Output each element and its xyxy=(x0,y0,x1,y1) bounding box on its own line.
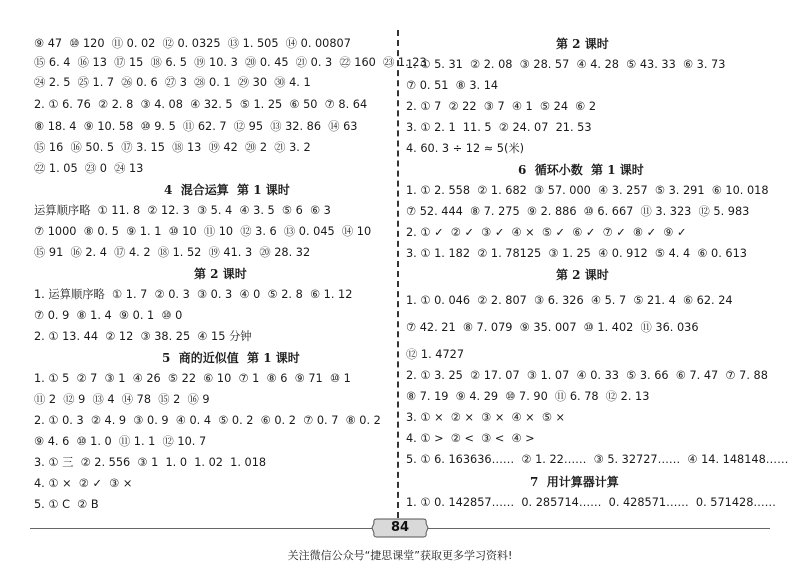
answer-line: 2. ① 0. 3 ② 4. 9 ③ 0. 9 ④ 0. 4 ⑤ 0. 2 ⑥ 0. 2 ⑦ 0. 7 ⑧ 0. 2 xyxy=(34,414,381,427)
answer-line: 1. 运算顺序略 ① 1. 7 ② 0. 3 ③ 0. 3 ④ 0 ⑤ 2. 8 ⑥ 1. 12 xyxy=(34,288,353,301)
section-title: 4 混合运算 第 1 课时 xyxy=(164,183,290,197)
answer-line: 1. ① 0. 046 ② 2. 807 ③ 6. 326 ④ 5. 7 ⑤ 21. 4 ⑥ 62. 24 xyxy=(406,294,733,307)
answer-line: 5. ① C ② B xyxy=(34,498,99,511)
answer-line: 2. ① 3. 25 ② 17. 07 ③ 1. 07 ④ 0. 33 ⑤ 3. 66 ⑥ 7. 47 ⑦ 7. 88 xyxy=(406,369,768,382)
answer-line: 2. ① ✓ ② ✓ ③ ✓ ④ × ⑤ ✓ ⑥ ✓ ⑦ ✓ ⑧ ✓ ⑨ ✓ xyxy=(406,226,687,239)
answer-line: 1. ① 0. 142857…… 0. 285714…… 0. 428571…… 0. 571428…… xyxy=(406,496,776,509)
section-title: 6 循环小数 第 1 课时 xyxy=(518,163,644,177)
answer-line: ⑪ 2 ⑫ 9 ⑬ 4 ⑭ 78 ⑮ 2 ⑯ 9 xyxy=(34,393,210,406)
answer-line: 1. ① 5 ② 7 ③ 1 ④ 26 ⑤ 22 ⑥ 10 ⑦ 1 ⑧ 6 ⑨ 71 ⑩ 1 xyxy=(34,372,351,385)
answer-line: ⑧ 18. 4 ⑨ 10. 58 ⑩ 9. 5 ⑪ 62. 7 ⑫ 95 ⑬ 32. 86 ⑭ 63 xyxy=(34,120,358,133)
answer-line: 3. ① 1. 182 ② 1. 78125 ③ 1. 25 ④ 0. 912 ⑤ 4. 4 ⑥ 0. 613 xyxy=(406,247,747,260)
answer-line: 5. ① 6. 163636…… ② 1. 22…… ③ 5. 32727…… ④ 14. 148148…… xyxy=(406,453,789,466)
answer-line: ⑮ 16 ⑯ 50. 5 ⑰ 3. 15 ⑱ 13 ⑲ 42 ⑳ 2 ㉑ 3. 2 xyxy=(34,141,311,154)
answer-line: 4. ① × ② ✓ ③ × xyxy=(34,477,133,490)
answer-line: 2. ① 6. 76 ② 2. 8 ③ 4. 08 ④ 32. 5 ⑤ 1. 25 ⑥ 50 ⑦ 8. 64 xyxy=(34,98,368,111)
footer-text: 关注微信公众号“捷思课堂”获取更多学习资料! xyxy=(287,549,513,562)
section-title: 5 商的近似值 第 1 课时 xyxy=(162,351,300,365)
answer-line: 4. ① > ② < ③ < ④ > xyxy=(406,432,535,445)
column-divider xyxy=(397,30,399,518)
answer-line: ㉒ 1. 05 ㉓ 0 ㉔ 13 xyxy=(34,162,144,175)
answer-line: ⑫ 1. 4727 xyxy=(406,348,465,361)
section-title: 第 2 课时 xyxy=(556,37,609,51)
answer-line: 1. ① 2. 558 ② 1. 682 ③ 57. 000 ④ 3. 257 ⑤ 3. 291 ⑥ 10. 018 xyxy=(406,184,769,197)
answer-line: ⑦ 0. 51 ⑧ 3. 14 xyxy=(406,79,499,92)
section-title: 第 2 课时 xyxy=(194,267,247,281)
page-number: 84 xyxy=(390,520,410,535)
answer-line: 运算顺序略 ① 11. 8 ② 12. 3 ③ 5. 4 ④ 3. 5 ⑤ 6 ⑥ 3 xyxy=(34,204,331,217)
answer-line: 3. ① × ② × ③ × ④ × ⑤ × xyxy=(406,411,566,424)
answer-line: 2. ① 13. 44 ② 12 ③ 38. 25 ④ 15 分钟 xyxy=(34,330,252,343)
answer-line: 2. ① 7 ② 22 ③ 7 ④ 1 ⑤ 24 ⑥ 2 xyxy=(406,100,597,113)
answer-line: ⑦ 1000 ⑧ 0. 5 ⑨ 1. 1 ⑩ 10 ⑪ 10 ⑫ 3. 6 ⑬ 0. 045 ⑭ 10 xyxy=(34,225,372,238)
answer-line: 3. ① 三 ② 2. 556 ③ 1 1. 0 1. 02 1. 018 xyxy=(34,456,267,469)
answer-line: 4. 60. 3 ÷ 12 ≈ 5(米) xyxy=(406,142,525,155)
answer-line: ⑧ 7. 19 ⑨ 4. 29 ⑩ 7. 90 ⑪ 6. 78 ⑫ 2. 13 xyxy=(406,390,650,403)
answer-line: ⑮ 6. 4 ⑯ 13 ⑰ 15 ⑱ 6. 5 ⑲ 10. 3 ⑳ 0. 45 ㉑ 0. 3 ㉒ 160 ㉓ 1. 23 xyxy=(34,56,427,69)
answer-line: 3. ① 2. 1 11. 5 ② 24. 07 21. 53 xyxy=(406,121,592,134)
answer-line: ⑦ 0. 9 ⑧ 1. 4 ⑨ 0. 1 ⑩ 0 xyxy=(34,309,183,322)
section-title: 7 用计算器计算 xyxy=(530,475,619,489)
answer-line: ⑮ 91 ⑯ 2. 4 ⑰ 4. 2 ⑱ 1. 52 ⑲ 41. 3 ⑳ 28. 32 xyxy=(34,246,311,259)
answer-line: ㉔ 2. 5 ㉕ 1. 7 ㉖ 0. 6 ㉗ 3 ㉘ 0. 1 ㉙ 30 ㉚ 4. 1 xyxy=(34,76,311,89)
answer-line: ⑨ 47 ⑩ 120 ⑪ 0. 02 ⑫ 0. 0325 ⑬ 1. 505 ⑭ 0. 00807 xyxy=(34,37,351,50)
answer-line: ⑦ 42. 21 ⑧ 7. 079 ⑨ 35. 007 ⑩ 1. 402 ⑪ 36. 036 xyxy=(406,321,699,334)
answer-line: ⑦ 52. 444 ⑧ 7. 275 ⑨ 2. 886 ⑩ 6. 667 ⑪ 3. 323 ⑫ 5. 983 xyxy=(406,205,750,218)
answer-line: 1. ① 5. 31 ② 2. 08 ③ 28. 57 ④ 4. 28 ⑤ 43. 33 ⑥ 3. 73 xyxy=(406,58,726,71)
answer-line: ⑨ 4. 6 ⑩ 1. 0 ⑪ 1. 1 ⑫ 10. 7 xyxy=(34,435,207,448)
section-title: 第 2 课时 xyxy=(556,268,609,282)
